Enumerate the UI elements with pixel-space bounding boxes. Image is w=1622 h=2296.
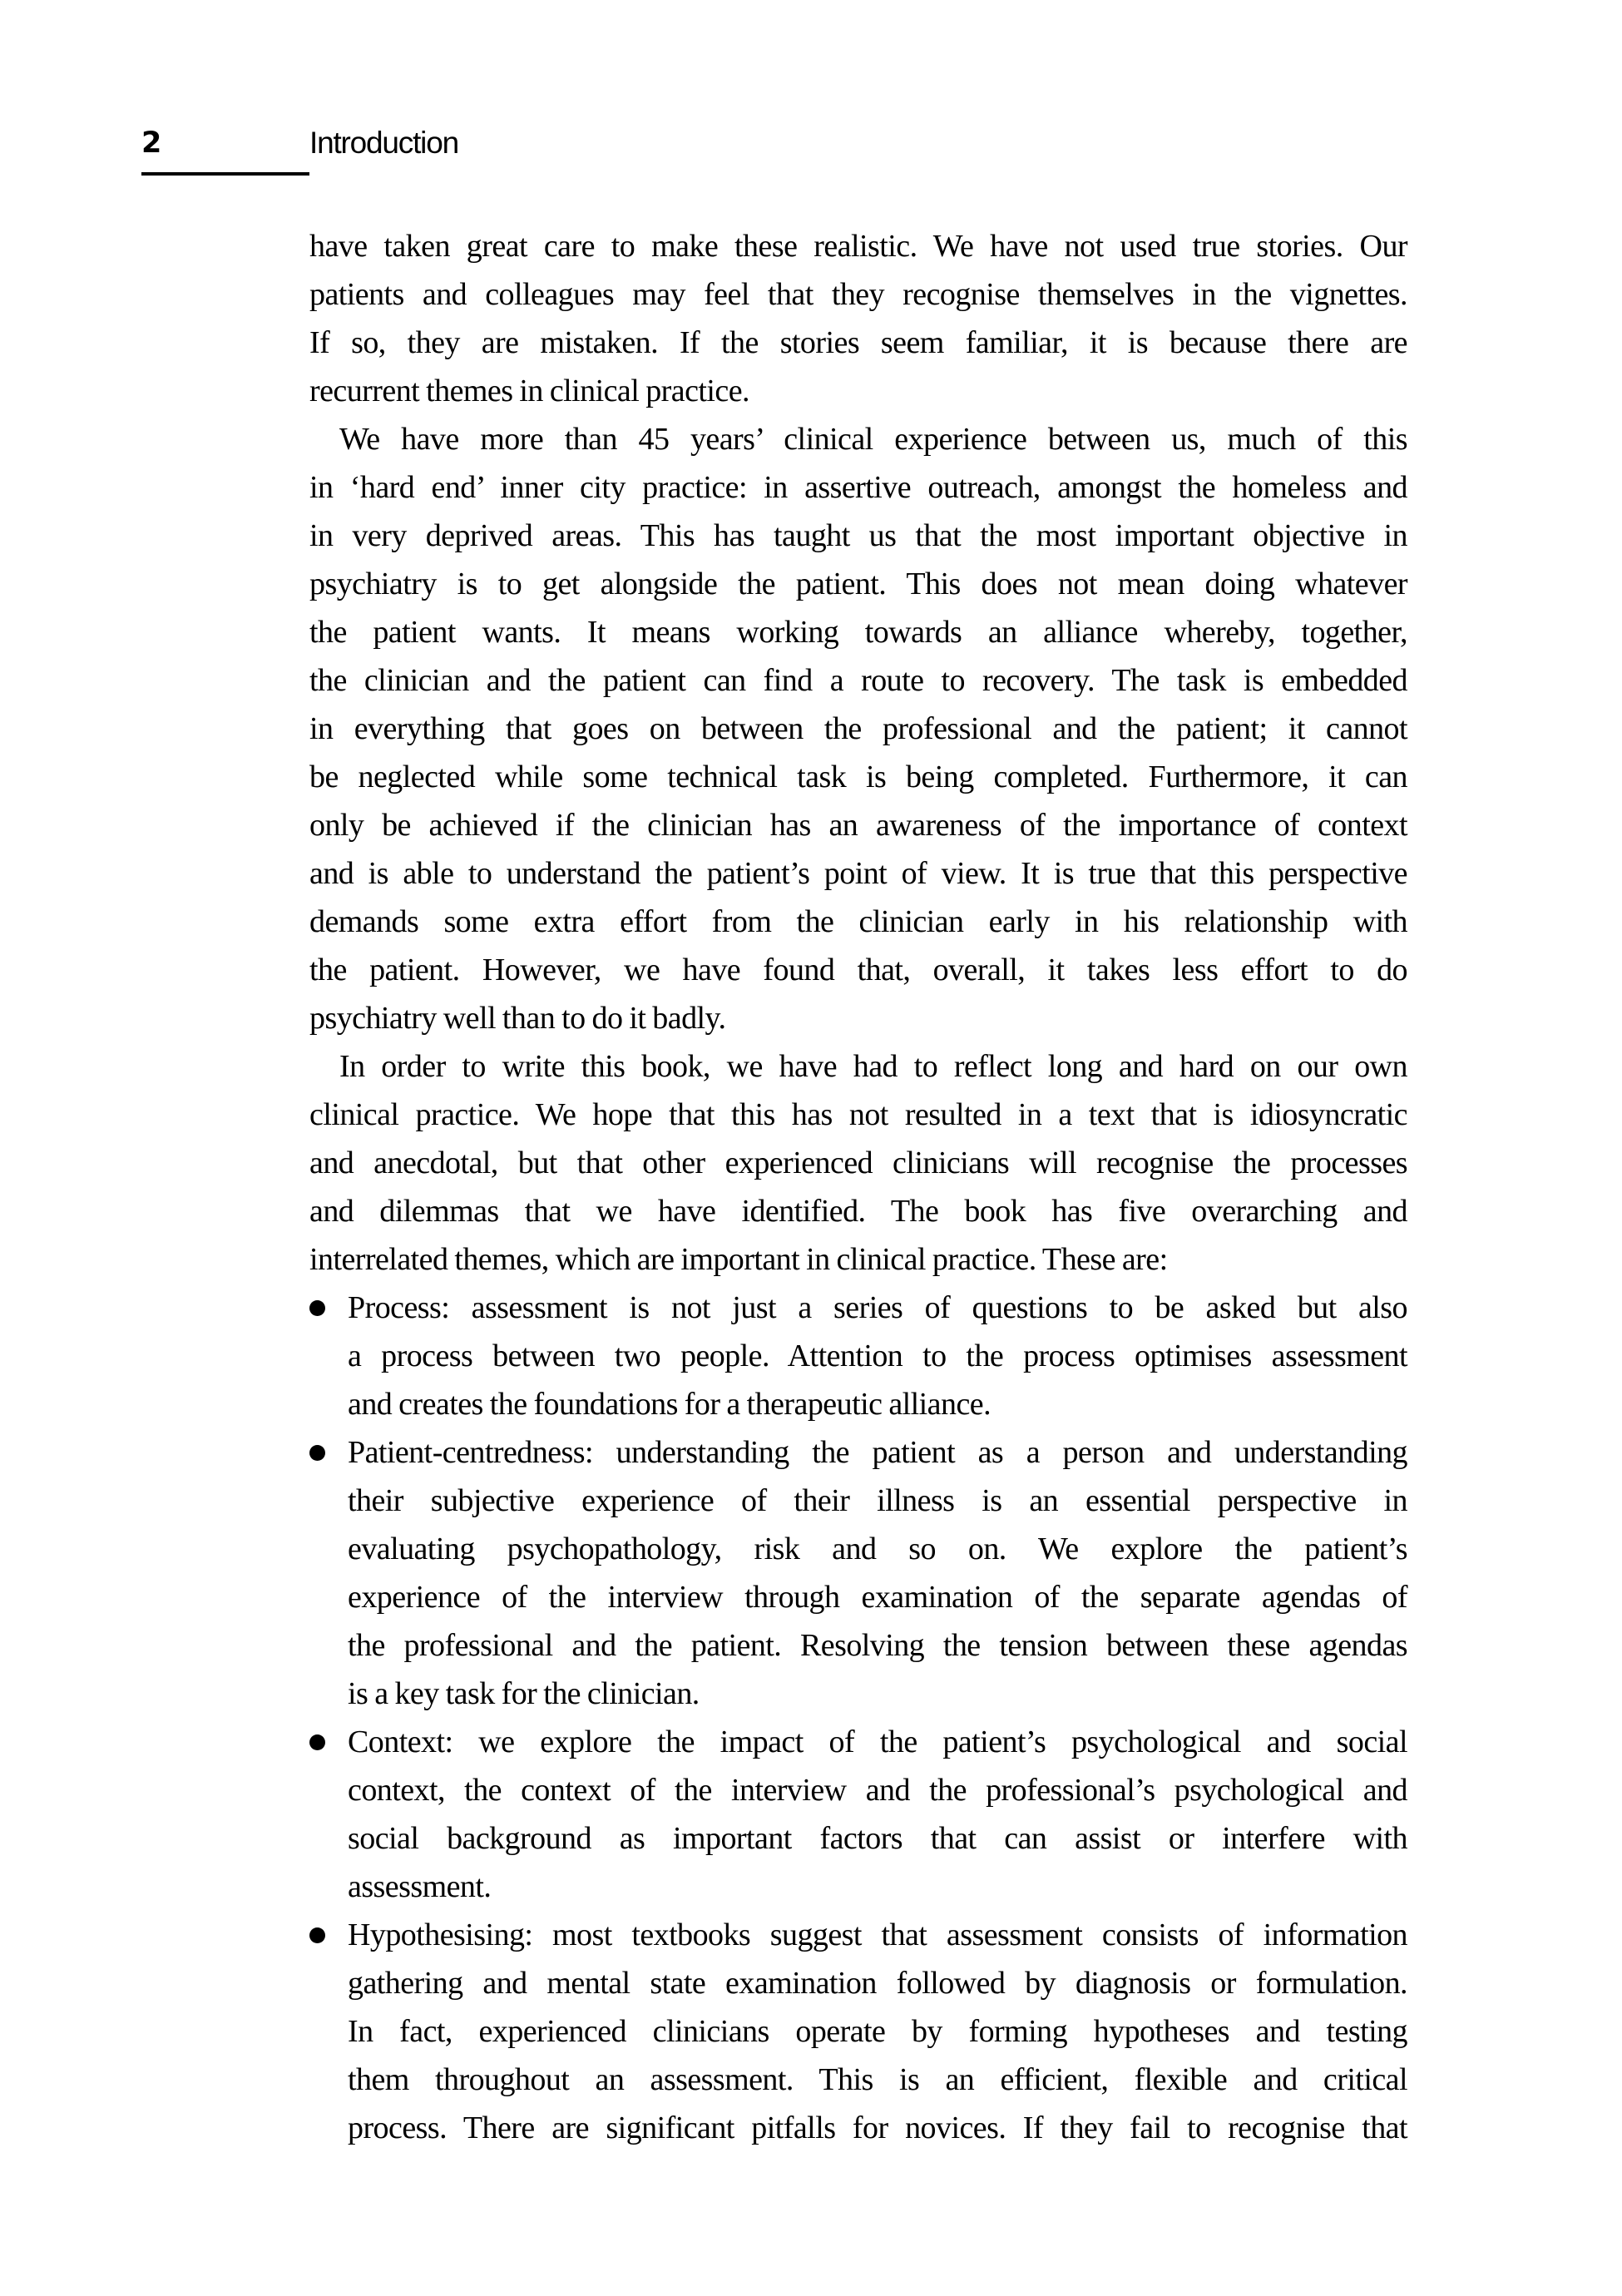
page-number: 2	[141, 126, 162, 160]
text-line: and anecdotal, but that other experienced clinicians will recognise the processes	[309, 1146, 1407, 1180]
paragraph	[309, 415, 1407, 1042]
text-line: gathering and mental state examination followed by diagnosis or formulation.	[348, 1966, 1407, 2001]
text-line: be neglected while some technical task is being completed. Furthermore, it can	[309, 760, 1407, 794]
text-line: psychiatry well than to do it badly.	[309, 1001, 726, 1036]
list-item-patient-centredness	[309, 1428, 1407, 1718]
chapter-title: Introduction	[309, 126, 458, 160]
text-line: context, the context of the interview and the professional’s psychological and	[348, 1773, 1407, 1808]
text-line: them throughout an assessment. This is an efficient, flexible and critical	[348, 2062, 1407, 2097]
text-line: recurrent themes in clinical practice.	[309, 374, 749, 408]
bullet-icon	[309, 1445, 325, 1461]
text-line: evaluating psychopathology, risk and so on. We explore the patient’s	[348, 1531, 1407, 1566]
text-line: and is able to understand the patient’s point of view. It is true that this perspective	[309, 856, 1407, 891]
text-line: have taken great care to make these realistic. We have not used true stories. Our	[309, 229, 1407, 264]
text-line: the professional and the patient. Resolving the tension between these agendas	[348, 1628, 1407, 1663]
bullet-icon	[309, 1734, 325, 1750]
paragraph	[309, 1042, 1407, 1284]
text-line: social background as important factors that can assist or interfere with	[348, 1821, 1407, 1856]
text-line: only be achieved if the clinician has an awareness of the importance of context	[309, 808, 1407, 843]
list-item-context	[309, 1718, 1407, 1911]
bullet-text: Process: assessment is not just a series of questions to be asked but also	[348, 1290, 1407, 1325]
header-rule	[141, 172, 309, 176]
text-line: We have more than 45 years’ clinical experience between us, much of this	[339, 422, 1407, 457]
list-item-process	[309, 1284, 1407, 1428]
text-line: If so, they are mistaken. If the stories seem familiar, it is because there are	[309, 325, 1407, 360]
text-line: clinical practice. We hope that this has not resulted in a text that is idiosyncratic	[309, 1097, 1407, 1132]
bullet-text: Hypothesising: most textbooks suggest that assessment consists of information	[348, 1917, 1407, 1952]
running-head	[141, 123, 890, 163]
text-line: In fact, experienced clinicians operate by forming hypotheses and testing	[348, 2014, 1407, 2049]
bullet-icon	[309, 1927, 325, 1943]
text-line: patients and colleagues may feel that they recognise themselves in the vignettes.	[309, 277, 1407, 312]
text-line	[309, 1718, 1407, 1766]
text-line	[309, 1284, 1407, 1332]
text-line	[309, 1911, 1407, 1959]
text-line: interrelated themes, which are important in clinical practice. These are:	[309, 1242, 1168, 1277]
text-line: demands some extra effort from the clinician early in his relationship with	[309, 904, 1407, 939]
text-line: is a key task for the clinician.	[348, 1676, 700, 1711]
text-line: experience of the interview through examination of the separate agendas of	[348, 1580, 1407, 1615]
bullet-icon	[309, 1300, 325, 1316]
text-line: psychiatry is to get alongside the patient. This does not mean doing whatever	[309, 567, 1407, 601]
text-line: and dilemmas that we have identified. The book has five overarching and	[309, 1194, 1407, 1229]
text-line: in everything that goes on between the professional and the patient; it cannot	[309, 711, 1407, 746]
text-line: the patient. However, we have found that, overall, it takes less effort to do	[309, 953, 1407, 987]
text-line: the patient wants. It means working towards an alliance whereby, together,	[309, 615, 1407, 650]
text-line: in ‘hard end’ inner city practice: in assertive outreach, amongst the homeless and	[309, 470, 1407, 505]
list-item-hypothesising	[309, 1911, 1407, 2152]
paragraph	[309, 222, 1407, 415]
body-text	[309, 222, 1407, 2152]
text-line	[309, 1428, 1407, 1477]
bullet-text: Patient-centredness: understanding the patient as a person and understanding	[348, 1435, 1407, 1470]
text-line: the clinician and the patient can find a route to recovery. The task is embedded	[309, 663, 1407, 698]
text-line: a process between two people. Attention to the process optimises assessment	[348, 1339, 1407, 1373]
text-line: their subjective experience of their illness is an essential perspective in	[348, 1483, 1407, 1518]
text-line: process. There are significant pitfalls for novices. If they fail to recognise that	[348, 2110, 1407, 2145]
bullet-text: Context: we explore the impact of the patient’s psychological and social	[348, 1724, 1407, 1759]
text-line: and creates the foundations for a therapeutic alliance.	[348, 1387, 991, 1422]
text-line: in very deprived areas. This has taught us that the most important objective in	[309, 518, 1407, 553]
text-line: assessment.	[348, 1869, 492, 1904]
theme-list	[309, 1284, 1407, 2152]
text-line: In order to write this book, we have had to reflect long and hard on our own	[339, 1049, 1407, 1084]
